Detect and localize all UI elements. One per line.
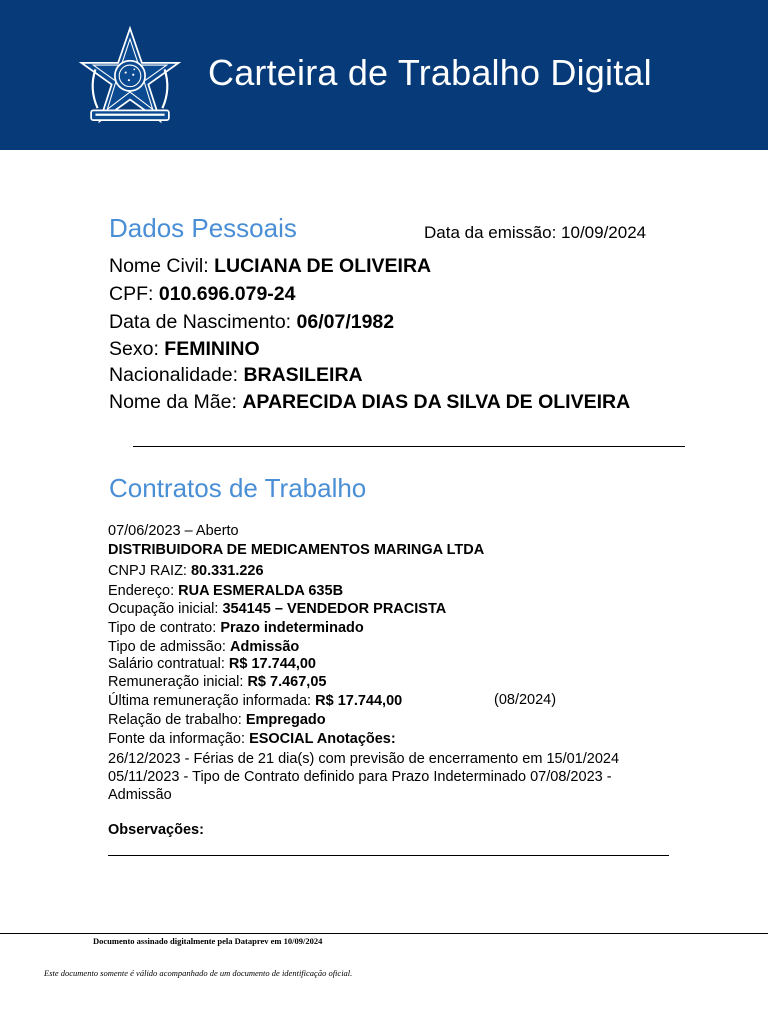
contract-field-initial-remuneration (108, 673, 326, 691)
field-value: 80.331.226 (190, 563, 264, 579)
last-remuneration-period: (08/2024) (494, 692, 557, 708)
contract-field-last-remuneration (108, 692, 402, 710)
emission-date (424, 223, 646, 243)
field-nationality (109, 364, 363, 387)
field-value: R$ 17.744,00 (228, 656, 316, 672)
field-mother-name (109, 391, 630, 414)
field-value: R$ 7.467,05 (247, 674, 327, 690)
field-birth-date (109, 311, 394, 334)
field-value: ESOCIAL Anotações: (249, 731, 396, 747)
annotation-line: 26/12/2023 - Férias de 21 dia(s) com previsão de encerramento em 15/01/2024 (108, 751, 620, 767)
field-value: BRASILEIRA (243, 364, 363, 386)
section-divider (133, 446, 685, 447)
field-value: R$ 17.744,00 (315, 693, 403, 709)
observations-line (108, 855, 669, 856)
field-value: Empregado (245, 712, 326, 728)
field-label: Ocupação inicial: (108, 601, 219, 617)
contract-company: DISTRIBUIDORA DE MEDICAMENTOS MARINGA LTDA (108, 542, 485, 558)
field-label: Nacionalidade: (109, 364, 239, 386)
contract-field-occupation (108, 600, 446, 618)
contract-field-contract-type (108, 619, 364, 637)
brazil-coat-of-arms-icon (76, 24, 184, 132)
contracts-heading: Contratos de Trabalho (109, 473, 367, 503)
emission-value: 10/09/2024 (561, 223, 647, 242)
header-banner (0, 0, 768, 150)
field-label: Tipo de contrato: (108, 620, 217, 636)
contract-field-info-source (108, 730, 396, 748)
field-label: Data de Nascimento: (109, 311, 292, 333)
field-cpf (109, 283, 295, 306)
contract-field-salary (108, 655, 316, 673)
field-label: CNPJ RAIZ: (108, 563, 187, 579)
field-value: APARECIDA DIAS DA SILVA DE OLIVEIRA (242, 391, 631, 413)
contract-field-cnpj (108, 562, 264, 580)
document-title: Carteira de Trabalho Digital (208, 52, 652, 93)
field-sex (109, 338, 260, 361)
emission-label: Data da emissão: (424, 223, 557, 242)
field-civil-name (109, 255, 431, 278)
annotation-line: Admissão (108, 787, 172, 803)
field-label: Relação de trabalho: (108, 712, 242, 728)
field-value: RUA ESMERALDA 635B (178, 583, 344, 599)
field-value: LUCIANA DE OLIVEIRA (214, 255, 432, 277)
field-label: Nome Civil: (109, 255, 209, 277)
field-label: Tipo de admissão: (108, 639, 226, 655)
field-label: Fonte da informação: (108, 731, 246, 747)
field-value: 06/07/1982 (296, 311, 395, 333)
contract-field-address (108, 582, 343, 600)
digital-signature-note: Documento assinado digitalmente pela Dataprev em 10/09/2024 (93, 936, 323, 946)
contract-field-admission-type (108, 638, 299, 656)
field-label: CPF: (109, 283, 154, 305)
field-label: Endereço: (108, 583, 175, 599)
observations-label: Observações: (108, 822, 204, 838)
field-label: Nome da Mãe: (109, 391, 237, 413)
field-value: 010.696.079-24 (158, 283, 296, 305)
field-label: Sexo: (109, 338, 159, 360)
contract-field-work-relation (108, 711, 326, 729)
validity-note: Este documento somente é válido acompanhado de um documento de identificação oficial. (44, 968, 353, 978)
annotation-line: 05/11/2023 - Tipo de Contrato definido para Prazo Indeterminado 07/08/2023 - (108, 769, 612, 785)
contract-start-status: 07/06/2023 – Aberto (108, 523, 239, 539)
field-value: Admissão (229, 639, 300, 655)
field-value: Prazo indeterminado (220, 620, 364, 636)
field-label: Salário contratual: (108, 656, 225, 672)
footer-divider (0, 933, 768, 934)
personal-data-heading: Dados Pessoais (109, 213, 297, 243)
field-label: Última remuneração informada: (108, 693, 312, 709)
field-label: Remuneração inicial: (108, 674, 244, 690)
field-value: 354145 – VENDEDOR PRACISTA (222, 601, 447, 617)
field-value: FEMININO (164, 338, 260, 360)
